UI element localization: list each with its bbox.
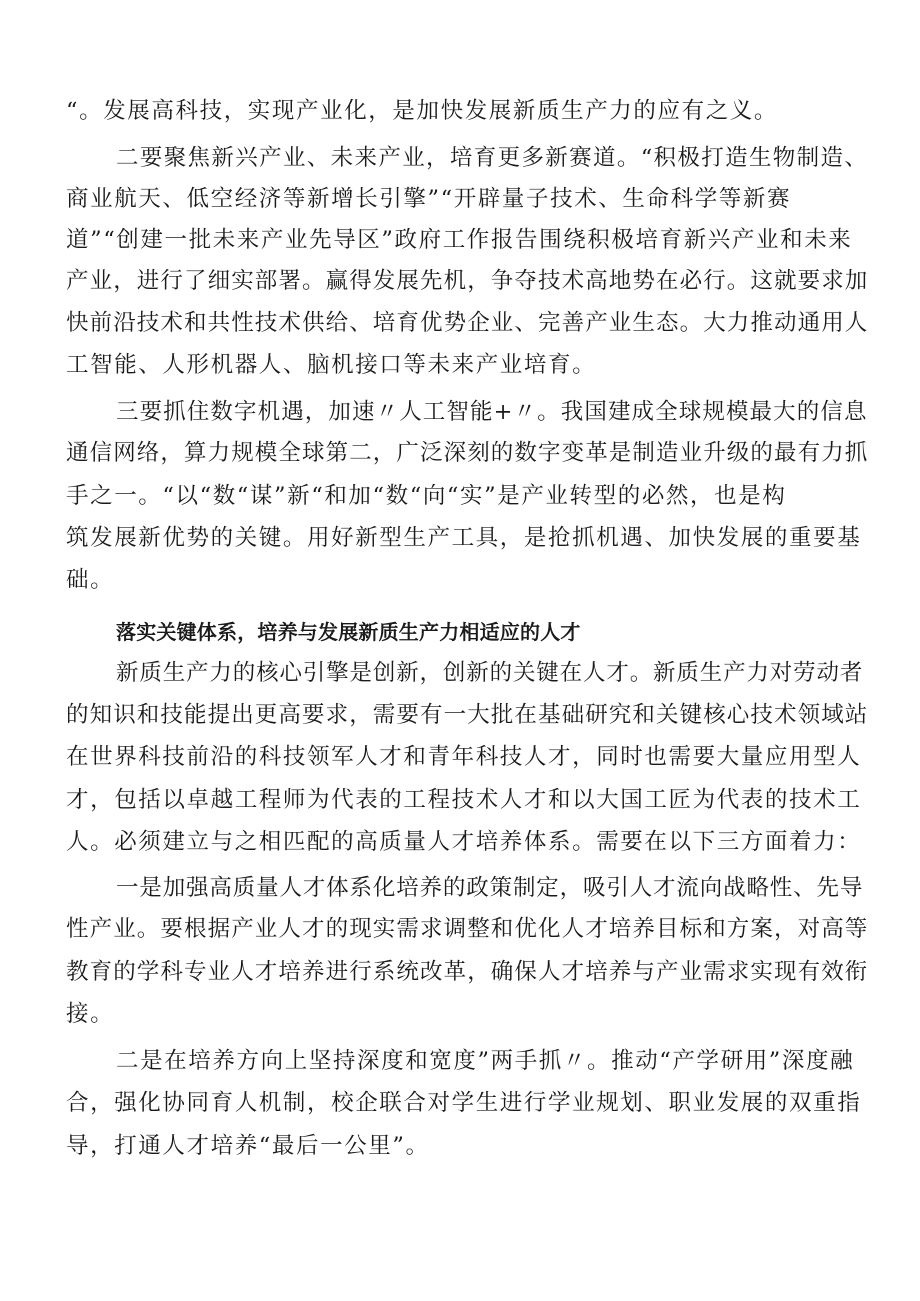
section-heading: 落实关键体系，培养与发展新质生产力相适应的人才 bbox=[116, 620, 581, 644]
body-text-line: 在世界科技前沿的科技领军人才和青年科技人才，同时也需要大量应用型人 bbox=[66, 744, 862, 770]
body-text-line: 快前沿技术和共性技术供给、培育优势企业、完善产业生态。大力推动通用人 bbox=[66, 310, 869, 336]
body-text-line: 础。 bbox=[66, 567, 115, 593]
body-text-line: 一是加强高质量人才体系化培养的政策制定，吸引人才流向战略性、先导 bbox=[116, 875, 864, 901]
body-text-line: 合，强化协同育人机制，校企联合对学生进行学业规划、职业发展的双重指 bbox=[66, 1090, 862, 1116]
body-text-line: 二要聚焦新兴产业、未来产业，培育更多新赛道。“积极打造生物制造、 bbox=[116, 145, 869, 171]
body-text-line: 产业，进行了细实部署。赢得发展先机，争夺技术高地势在必行。这就要求加 bbox=[66, 268, 869, 294]
body-text-line: 人。必须建立与之相匹配的高质量人才培养体系。需要在以下三方面着力： bbox=[66, 829, 862, 855]
body-text-line: 才，包括以卓越工程师为代表的工程技术人才和以大国工匠为代表的技术工 bbox=[66, 787, 862, 813]
body-text-line: 的知识和技能提出更高要求，需要有一大批在基础研究和关键核心技术领域站 bbox=[66, 702, 869, 728]
body-text-line: 教育的学科专业人才培养进行系统改革，确保人才培养与产业需求实现有效衔 bbox=[66, 959, 869, 985]
body-text-line: 通信网络，算力规模全球第二，广泛深刻的数字变革是制造业升级的最有力抓 bbox=[66, 440, 869, 466]
body-text-line: 性产业。要根据产业人才的现实需求调整和优化人才培养目标和方案，对高等 bbox=[66, 916, 869, 942]
body-text-line: 新质生产力的核心引擎是创新，创新的关键在人才。新质生产力对劳动者 bbox=[116, 660, 864, 686]
body-text-line: 接。 bbox=[66, 1001, 115, 1027]
body-text-line: 导，打通人才培养“最后一公里”。 bbox=[66, 1133, 430, 1159]
body-text-line: 手之一。“以“数“谋”新“和加“数“向“实”是产业转型的必然，也是构 bbox=[66, 483, 787, 509]
body-text-line: 筑发展新优势的关键。用好新型生产工具，是抢抓机遇、加快发展的重要基 bbox=[66, 525, 862, 551]
body-text-line: 工智能、人形机器人、脑机接口等未来产业培育。 bbox=[66, 352, 597, 378]
body-text-line: 商业航天、低空经济等新增长引擎”“开辟量子技术、生命科学等新赛 bbox=[66, 186, 792, 212]
body-text-line: 二是在培养方向上坚持深度和宽度”两手抓〃。推动“产学研用”深度融 bbox=[116, 1048, 855, 1074]
body-text-line: “。发展高科技，实现产业化，是加快发展新质生产力的应有之义。 bbox=[66, 98, 779, 124]
body-text-line: 道”“创建一批未来产业先导区”政府工作报告围绕积极培育新兴产业和未来 bbox=[66, 227, 853, 253]
body-text-line: 三要抓住数字机遇，加速〃人工智能+〃。我国建成全球规模最大的信息 bbox=[116, 399, 868, 425]
